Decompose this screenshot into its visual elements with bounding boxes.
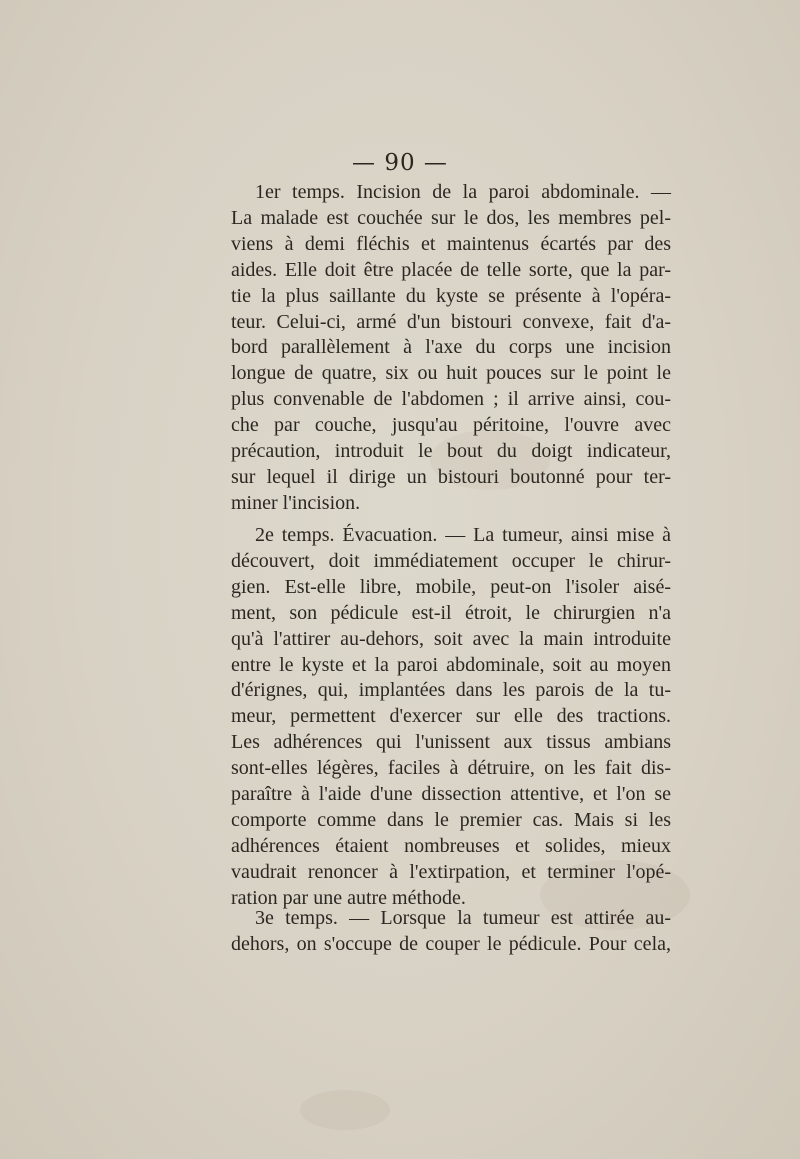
text-line: 1er temps. Incision de la paroi abdominale. — bbox=[255, 181, 671, 203]
paper-stain bbox=[300, 1090, 390, 1130]
paragraph-2 bbox=[231, 523, 671, 912]
text-line: La malade est couchée sur le dos, les membres pel- bbox=[231, 206, 671, 229]
text-line: dehors, on s'occupe de couper le pédicule. Pour cela, bbox=[231, 932, 671, 955]
text-line: adhérences étaient nombreuses et solides, mieux bbox=[231, 834, 671, 857]
text-line: viens à demi fléchis et maintenus écartés par des bbox=[231, 232, 671, 255]
text-line: qu'à l'attirer au-dehors, soit avec la main introduite bbox=[231, 627, 671, 650]
text-line: che par couche, jusqu'au péritoine, l'ouvre avec bbox=[231, 414, 671, 437]
text-line: découvert, doit immédiatement occuper le chirur- bbox=[231, 549, 671, 572]
text-line: longue de quatre, six ou huit pouces sur le point le bbox=[231, 362, 671, 385]
text-line: tie la plus saillante du kyste se présente à l'opéra- bbox=[231, 284, 671, 307]
paragraph-3 bbox=[231, 906, 671, 958]
text-line: gien. Est-elle libre, mobile, peut-on l'isoler aisé- bbox=[231, 575, 671, 598]
text-line: ment, son pédicule est-il étroit, le chirurgien n'a bbox=[231, 601, 671, 624]
text-line: sont-elles légères, faciles à détruire, on les fait dis- bbox=[231, 757, 671, 780]
page-number: — 90 — bbox=[352, 150, 448, 176]
text-line: entre le kyste et la paroi abdominale, soit au moyen bbox=[231, 653, 671, 676]
text-line: miner l'incision. bbox=[231, 491, 361, 514]
paragraph-1 bbox=[231, 180, 671, 517]
text-line: bord parallèlement à l'axe du corps une incision bbox=[231, 336, 671, 359]
text-line: d'érignes, qui, implantées dans les parois de la tu- bbox=[231, 679, 671, 702]
text-line: 2e temps. Évacuation. — La tumeur, ainsi mise à bbox=[255, 524, 671, 546]
text-line: vaudrait renoncer à l'extirpation, et terminer l'opé- bbox=[231, 860, 671, 883]
text-line: précaution, introduit le bout du doigt indicateur, bbox=[231, 440, 671, 463]
text-line: ration par une autre méthode. bbox=[231, 886, 466, 909]
text-line: aides. Elle doit être placée de telle sorte, que la par- bbox=[231, 258, 671, 281]
text-line: meur, permettent d'exercer sur elle des tractions. bbox=[231, 705, 671, 728]
text-line: teur. Celui-ci, armé d'un bistouri convexe, fait d'a- bbox=[231, 310, 671, 333]
text-line: sur lequel il dirige un bistouri boutonné pour ter- bbox=[231, 465, 671, 488]
text-line: plus convenable de l'abdomen ; il arrive ainsi, cou- bbox=[231, 388, 671, 411]
text-line: paraître à l'aide d'une dissection attentive, et l'on se bbox=[231, 783, 671, 806]
text-line: 3e temps. — Lorsque la tumeur est attirée au- bbox=[255, 907, 671, 929]
text-line: comporte comme dans le premier cas. Mais si les bbox=[231, 808, 671, 831]
text-line: Les adhérences qui l'unissent aux tissus ambians bbox=[231, 731, 671, 754]
